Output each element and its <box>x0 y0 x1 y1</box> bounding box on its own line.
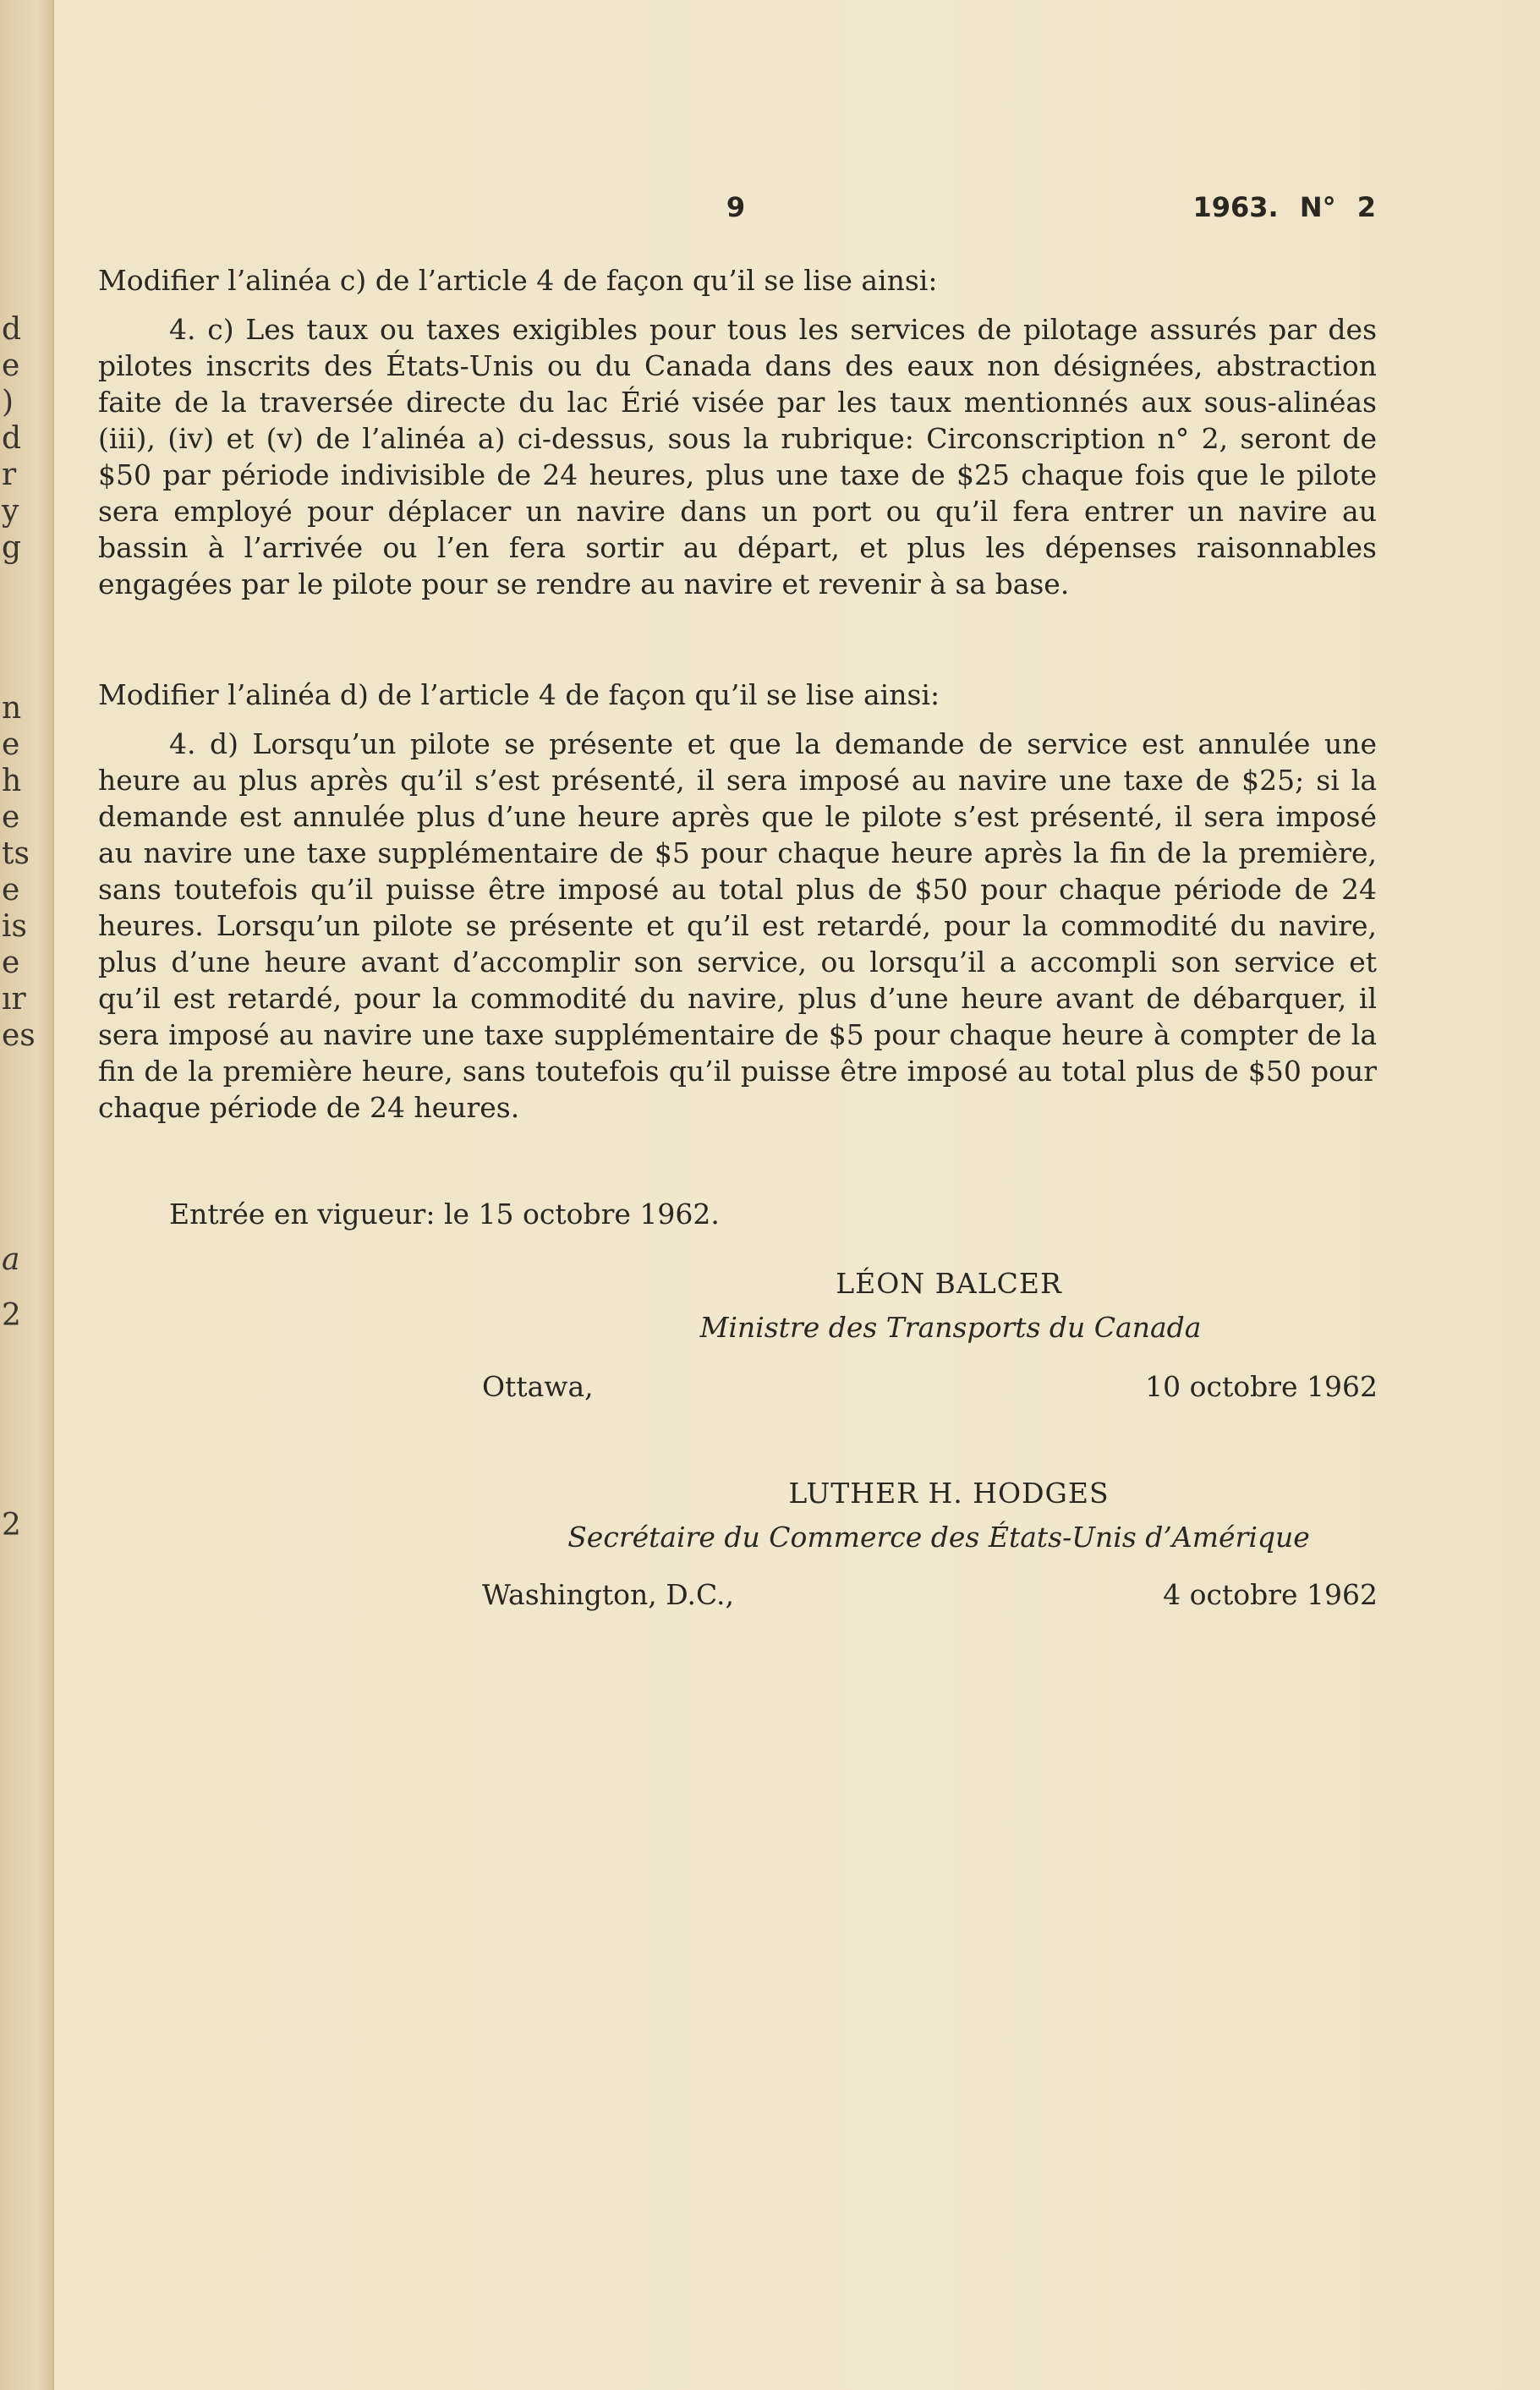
signatory-us-place: Washington, D.C., <box>482 1578 735 1611</box>
gutter-char: es <box>2 1018 36 1053</box>
gutter-char: ts <box>2 836 30 871</box>
gutter-char: ır <box>2 982 26 1017</box>
gutter-char: d <box>2 312 22 347</box>
gutter-char: e <box>2 873 20 907</box>
gutter-char: 2 <box>2 1508 21 1543</box>
signatory-us-date: 4 octobre 1962 <box>1163 1578 1378 1611</box>
entry-into-force: Entrée en vigueur: le 15 octobre 1962. <box>169 1198 720 1231</box>
section-d-paragraph: 4. d) Lorsqu’un pilote se présente et que la demande de service est annulée une heure au plus après qu’il s’est présenté, il sera imposé au navire une taxe de $25; si la demande est annulée plus d’une heure après que le pilote s’est présenté, il sera imposé au navire une taxe supplémentaire de $5 pour chaque heure après la fin de la première, sans toutefois qu’il puisse être imposé au total plus de $50 pour chaque période de 24 heures. Lorsqu’un pilote se présente et qu’il est retardé, pour la commodité du navire, plus d’une heure avant d’accomplir son service, ou lorsqu’il a accompli son service et qu’il est retardé, pour la commodité du navire, plus d’une heure avant de débarquer, il sera imposé au navire une taxe supplémentaire de $5 pour chaque heure à compter de la fin de la première heure, sans toutefois qu’il puisse être imposé au total plus de $50 pour chaque période de 24 heures. <box>98 727 1377 1124</box>
page-number: 9 <box>726 191 746 223</box>
signatory-canada-date: 10 octobre 1962 <box>1145 1370 1378 1403</box>
section-c-heading: Modifier l’alinéa c) de l’article 4 de façon qu’il se lise ainsi: <box>98 264 938 297</box>
gutter-char: h <box>2 764 22 798</box>
gutter-char: n <box>2 691 22 726</box>
gutter-char: e <box>2 946 20 980</box>
signatory-canada-place: Ottawa, <box>482 1370 594 1403</box>
facing-page-gutter <box>0 0 54 2390</box>
gutter-char: y <box>2 494 19 529</box>
gutter-char: a <box>2 1242 20 1277</box>
gutter-char: e <box>2 348 20 383</box>
gutter-char: d <box>2 421 22 456</box>
section-d-body <box>98 726 1377 1126</box>
signatory-us-title: Secrétaire du Commerce des États-Unis d’Amérique <box>567 1521 1310 1554</box>
signatory-canada-name: LÉON BALCER <box>836 1267 1062 1300</box>
gutter-char: g <box>2 530 22 565</box>
gutter-char: ) <box>2 385 14 419</box>
gutter-char: e <box>2 800 20 835</box>
section-c-body <box>98 311 1377 602</box>
gutter-char: is <box>2 909 27 944</box>
gutter-char: e <box>2 727 20 762</box>
section-d-heading: Modifier l’alinéa d) de l’article 4 de façon qu’il se lise ainsi: <box>98 678 940 711</box>
gutter-char: r <box>2 458 17 492</box>
issue-reference: 1963. N° 2 <box>1192 191 1376 223</box>
section-c-paragraph: 4. c) Les taux ou taxes exigibles pour tous les services de pilotage assurés par des pilotes inscrits des États-Unis ou du Canada dans des eaux non désignées, abstraction faite de la traversée directe du lac Érié visée par les taux mentionnés aux sous-alinéas (iii), (iv) et (v) de l’alinéa a) ci-dessus, sous la rubrique: Circonscription n° 2, seront de $50 par période indivisible de 24 heures, plus une taxe de $25 chaque fois que le pilote sera employé pour déplacer un navire dans un port ou qu’il fera entrer un navire au bassin à l’arrivée ou l’en fera sortir au départ, et plus les dépenses raisonnables engagées par le pilote pour se rendre au navire et revenir à sa base. <box>98 313 1377 600</box>
signatory-us-name: LUTHER H. HODGES <box>788 1477 1110 1510</box>
signatory-canada-title: Ministre des Transports du Canada <box>699 1311 1202 1344</box>
gutter-char: 2 <box>2 1298 21 1333</box>
